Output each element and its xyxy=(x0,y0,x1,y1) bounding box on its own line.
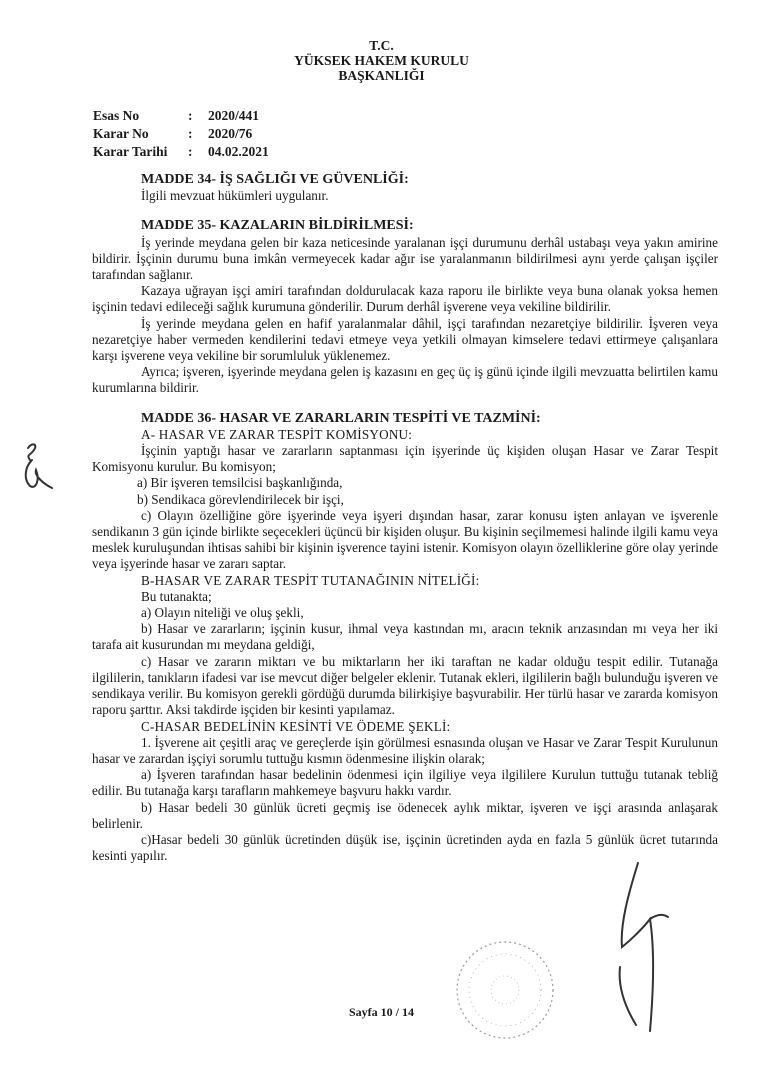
article-35-paragraph: Ayrıca; işveren, işyerinde meydana gelen iş kazasını en geç üç iş günü içinde ilgili mevzuatta belirtilen kamu kurumlarına bildirir. xyxy=(92,364,718,396)
article-34-text: İlgili mevzuat hükümleri uygulanır. xyxy=(141,188,329,204)
header-line-institution: YÜKSEK HAKEM KURULU xyxy=(294,53,469,68)
tarih-row xyxy=(93,143,269,161)
list-item: b) Sendikaca görevlendirilecek bir işçi, xyxy=(137,491,344,507)
tarih-value: 04.02.2021 xyxy=(208,144,269,159)
list-item: b) Hasar bedeli 30 günlük ücreti geçmiş ise ödenecek aylık miktar, işveren ve işçi arasında anlaşarak belirlenir. xyxy=(92,799,718,831)
article-36-title: MADDE 36- HASAR VE ZARARLARIN TESPİTİ VE TAZMİNİ: xyxy=(141,410,541,426)
document-header xyxy=(0,38,763,83)
list-item: c) Hasar ve zararın miktarı ve bu miktarların her iki taraftan ne kadar olduğu tespit edilir. Tutanağa ilgililerin, tanıkların ifadesi var ise mevcut diğer belgeler eklenir. Tutanak ekleri, ilgililerin bağlı bulunduğu işveren ve sendikaya verilir. Bu komisyon gerekli gördüğü durumda bilirkişiye başvurabilir. Her türlü hasar ve zararda komisyon raporu şarttır. Aksi takdirde işçiden bir kesinti yapılamaz. xyxy=(92,653,718,718)
list-item: c) Olayın özelliğine göre işyerinde veya işyeri dışından hasar, zarar konusu işten anlayan ve işverenle sendikanın 3 gün içinde birlikte seçecekleri üçüncü bir kişiden oluşur. Bu kişinin seçilmemesi halinde ilgili kamu veya meslek kuruluşundan ihtisas sahibi bir kişinin işverence tayini istenir. Komisyon olayın özelliklerine göre olay yerinde veya işyerinde hasar ve zararı saptar. xyxy=(92,507,718,572)
esas-colon: : xyxy=(188,108,193,123)
list-item: a) Olayın niteliği ve oluş şekli, xyxy=(141,605,304,621)
tarih-colon: : xyxy=(188,144,193,159)
tarih-label: Karar Tarihi xyxy=(93,144,168,159)
document-body xyxy=(92,172,718,864)
margin-initial-signature xyxy=(18,440,58,495)
list-item: a) Bir işveren temsilcisi başkanlığında, xyxy=(137,475,343,491)
article-35-paragraph: Kazaya uğrayan işçi amiri tarafından doldurulacak kaza raporu ile birlikte veya buna olanak yoksa hemen işçinin tedavi edileceği sağlık kurumuna gönderilir. Durum derhâl işverene veya vekiline bildirilir. xyxy=(92,283,718,315)
esas-row xyxy=(93,107,269,125)
karar-row xyxy=(93,125,269,143)
section-a-title: A- HASAR VE ZARAR TESPİT KOMİSYONU: xyxy=(141,426,413,442)
esas-value: 2020/441 xyxy=(208,108,260,123)
header-line-tc: T.C. xyxy=(369,38,394,53)
case-meta xyxy=(93,107,269,161)
signature xyxy=(610,855,680,1040)
list-item: a) İşveren tarafından hasar bedelinin ödenmesi için ilgiliye veya ilgililere Kurulun tuttuğu tutanak tebliğ edilir. Bu tutanağa karşı tarafların mahkemeye başvuru hakkı vardır. xyxy=(92,767,718,799)
article-35-title: MADDE 35- KAZALARIN BİLDİRİLMESİ: xyxy=(141,218,414,234)
karar-colon: : xyxy=(188,126,193,141)
header-line-office: BAŞKANLIĞI xyxy=(338,68,425,83)
list-item: b) Hasar ve zararların; işçinin kusur, ihmal veya kastından mı, aracın teknik arızasından mı veya her iki tarafa ait kusurundan mı meydana geldiği, xyxy=(92,621,718,653)
karar-value: 2020/76 xyxy=(208,126,253,141)
article-34-title: MADDE 34- İŞ SAĞLIĞI VE GÜVENLİĞİ: xyxy=(141,172,409,187)
karar-label: Karar No xyxy=(93,126,149,141)
article-35-paragraph: İş yerinde meydana gelen en hafif yaralanmalar dâhil, işçi tarafından nezaretçiye bildirilir. İşveren veya nezaretçiye haber vermeden kendilerini tedavi etmeye veya yetkili olmayan kimselere tedavi ettirmeye çalışanlara karşı işverene veya vekiline bir sorumluluk yüklenemez. xyxy=(92,315,718,364)
page-number: Sayfa 10 / 14 xyxy=(348,1005,414,1019)
section-b-title: B-HASAR VE ZARAR TESPİT TUTANAĞININ NİTELİĞİ: xyxy=(141,572,480,588)
section-a-paragraph: İşçinin yaptığı hasar ve zararların saptanması için işyerinde üç kişiden oluşan Hasar ve Zarar Tespit Komisyonu kurulur. Bu komisyon; xyxy=(92,443,718,475)
stamp-seal xyxy=(440,935,570,1045)
esas-label: Esas No xyxy=(93,108,140,123)
list-item: 1. İşverene ait çeşitli araç ve gereçlerde işin görülmesi esnasında oluşan ve Hasar ve Zarar Tespit Kurulunun hasar ve zarardan işçiyi sorumlu tuttuğu kısmın ödenmesine ilişkin olarak; xyxy=(92,734,718,766)
section-c-title: C-HASAR BEDELİNİN KESİNTİ VE ÖDEME ŞEKLİ: xyxy=(141,718,451,734)
section-b-intro: Bu tutanakta; xyxy=(141,588,212,604)
list-item: c)Hasar bedeli 30 günlük ücretinden düşük ise, işçinin ücretinden ayda en fazla 5 günlük ücret tutarında kesinti yapılır. xyxy=(92,831,718,864)
article-35-paragraph: İş yerinde meydana gelen bir kaza neticesinde yaralanan işçi durumunu derhâl ustabaşı veya yakın amirine bildirir. İşçinin durumu buna imkân vermeyecek kadar ağır ise yaralanmanın bildirilmesi aynı yerde çalışan işçiler tarafından sağlanır. xyxy=(92,234,718,283)
